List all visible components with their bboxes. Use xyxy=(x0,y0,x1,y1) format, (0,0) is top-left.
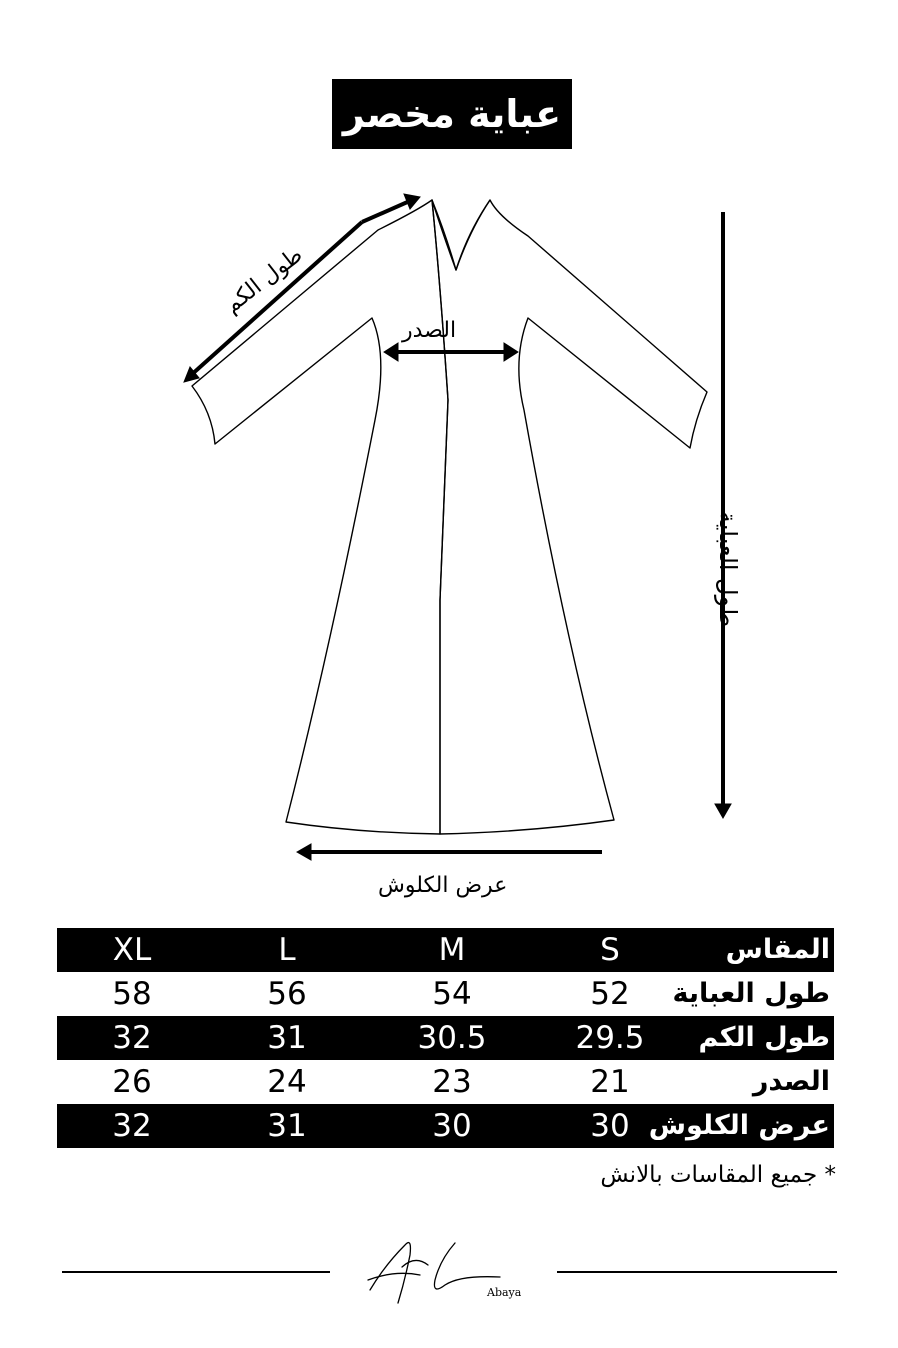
table-cell: 29.5 xyxy=(575,1020,645,1056)
table-cell: 24 xyxy=(267,1064,307,1100)
table-cell: 32 xyxy=(112,1108,152,1144)
page-title: عباية مخصر xyxy=(332,79,572,149)
chest-arrow-head-right xyxy=(504,343,518,361)
table-row xyxy=(57,1016,834,1060)
measurement-note: * جميع المقاسات بالانش xyxy=(600,1162,836,1188)
size-table xyxy=(57,928,834,1148)
size-l-header: L xyxy=(278,932,296,968)
table-row xyxy=(57,972,834,1016)
divider-right xyxy=(557,1271,837,1273)
table-cell: 30 xyxy=(432,1108,472,1144)
table-cell: 58 xyxy=(112,976,152,1012)
brand-logo-subtext: Abaya xyxy=(487,1286,522,1299)
abaya-right-body xyxy=(432,200,707,834)
size-xl-header: XL xyxy=(112,932,152,968)
table-row xyxy=(57,1104,834,1148)
row-label: طول العباية xyxy=(672,978,830,1009)
table-cell: 52 xyxy=(590,976,630,1012)
table-cell: 31 xyxy=(267,1020,307,1056)
table-cell: 54 xyxy=(432,976,472,1012)
abaya-neckline xyxy=(432,200,490,270)
hem-arrow-head xyxy=(297,844,311,860)
brand-logo xyxy=(350,1225,550,1315)
size-m-header: M xyxy=(438,932,466,968)
chest-arrow-head-left xyxy=(384,343,398,361)
length-arrow-head xyxy=(715,804,731,818)
table-cell: 30 xyxy=(590,1108,630,1144)
table-cell: 32 xyxy=(112,1020,152,1056)
row-label: الصدر xyxy=(752,1066,830,1097)
hem-width-label: عرض الكلوش xyxy=(378,873,508,898)
size-s-header: S xyxy=(600,932,620,968)
size-header-label: المقاس xyxy=(725,934,830,965)
table-cell: 56 xyxy=(267,976,307,1012)
table-cell: 21 xyxy=(590,1064,630,1100)
table-row xyxy=(57,1060,834,1104)
divider-left xyxy=(62,1271,330,1273)
table-cell: 31 xyxy=(267,1108,307,1144)
row-label: عرض الكلوش xyxy=(648,1110,830,1141)
abaya-length-label: طول العباية xyxy=(714,510,743,628)
sleeve-arrow-line xyxy=(190,222,362,376)
row-label: طول الكم xyxy=(698,1022,830,1053)
table-cell: 23 xyxy=(432,1064,472,1100)
table-cell: 26 xyxy=(112,1064,152,1100)
table-header-row xyxy=(57,928,834,972)
table-cell: 30.5 xyxy=(417,1020,487,1056)
sleeve-length-label: طول الكم xyxy=(219,242,308,319)
sleeve-arrow-line-top xyxy=(362,200,412,222)
chest-label: الصدر xyxy=(402,318,457,343)
